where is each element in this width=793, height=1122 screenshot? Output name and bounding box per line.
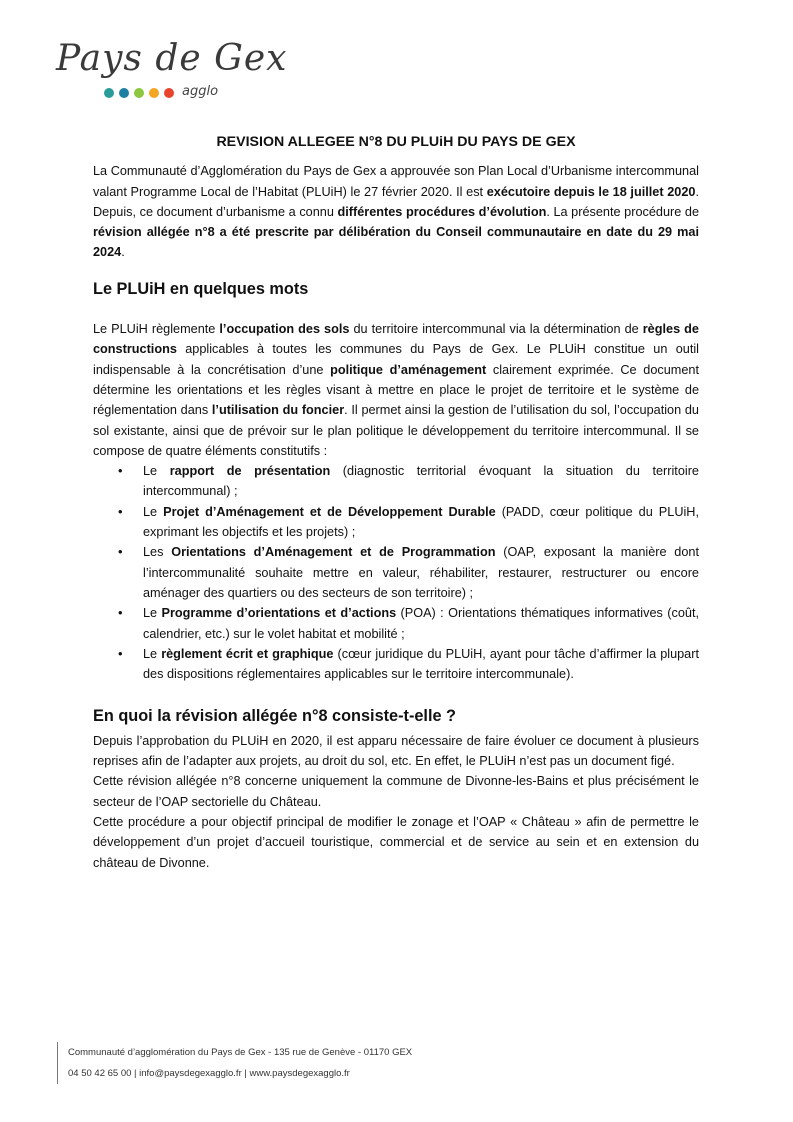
footer-contact: 04 50 42 65 00 | info@paysdegexagglo.fr | www.paysdegexagglo.fr xyxy=(68,1068,350,1079)
logo-dots xyxy=(104,88,174,98)
text-run: (cœur juridique du PLUiH, ayant pour tâche d’affirmer la plupart des dispositions réglementaires applicables sur le territoire intercommunale). xyxy=(143,646,699,682)
text-run: . xyxy=(121,245,125,260)
bold-text: politique d’aménagement xyxy=(330,362,487,377)
text-run: . La présente procédure de xyxy=(546,204,700,219)
text-run: (PADD, cœur politique du PLUiH, exprimant les objectifs et les projets) ; xyxy=(143,504,699,540)
bold-text: l’occupation des sols xyxy=(219,322,350,337)
logo-dot xyxy=(119,88,129,98)
text-run: (diagnostic territorial évoquant la situation du territoire intercommunal) ; xyxy=(143,464,699,499)
section-heading-pluih: Le PLUiH en quelques mots xyxy=(93,279,309,298)
text-run: du territoire intercommunal via la détermination de xyxy=(349,322,643,337)
pluih-paragraph xyxy=(93,319,699,461)
text-run: (OAP, exposant la manière dont l’intercommunalité souhaite mettre en valeur, réhabiliter, restaurer, restructurer ou encore aménager des quartiers ou des secteurs de son territoire) ; xyxy=(143,545,700,600)
text-run: Le xyxy=(143,606,162,621)
bold-text: exécutoire depuis le 18 juillet 2020 xyxy=(486,184,696,199)
section-heading-revision: En quoi la révision allégée n°8 consiste-t-elle ? xyxy=(93,707,456,726)
elements-list xyxy=(93,461,699,684)
logo-dot xyxy=(164,88,174,98)
text-run: Le PLUiH règlemente xyxy=(93,322,220,337)
list-item xyxy=(143,461,699,502)
bold-text: règlement écrit et graphique xyxy=(161,646,334,661)
list-item xyxy=(143,603,699,644)
text-run: clairement exprimée. Ce document détermine les orientations et les règles visant à mettre en place le projet de territoire et le système de réglementation dans xyxy=(93,362,699,418)
text-run: Le xyxy=(143,504,164,519)
bold-text: Programme d’orientations et d’actions xyxy=(161,606,397,621)
revision-paragraph: Cette révision allégée n°8 concerne uniquement la commune de Divonne-les-Bains et plus précisément le secteur de l’OAP sectorielle du Château. xyxy=(93,774,699,809)
text-run: Le xyxy=(143,646,162,661)
revision-paragraph: Depuis l’approbation du PLUiH en 2020, il est apparu nécessaire de faire évoluer ce document à plusieurs reprises afin de l’adapter aux projets, au droit du sol, etc. En effet, le PLUiH n’est pas un document figé. xyxy=(93,733,699,769)
bold-text: l’utilisation du foncier xyxy=(211,403,345,418)
text-run: Les xyxy=(143,545,172,560)
bold-text: différentes procédures d’évolution xyxy=(337,204,547,219)
bold-text: règles de constructions xyxy=(93,322,699,357)
footer xyxy=(57,1042,412,1084)
text-run: Le xyxy=(143,464,170,479)
text-run: . Depuis, ce document d’urbanisme a connu xyxy=(93,184,699,219)
logo xyxy=(56,38,288,108)
logo-dot xyxy=(104,88,114,98)
document-body xyxy=(93,132,699,873)
list-item xyxy=(143,542,699,603)
intro-paragraph xyxy=(93,161,699,262)
bold-text: rapport de présentation xyxy=(169,464,331,479)
text-run: La Communauté d’Agglomération du Pays de Gex a approuvée son Plan Local d’Urbanisme intercommunal valant Programme Local de l’Habitat (PLUiH) le 27 février 2020. Il est xyxy=(93,164,699,199)
bold-text: révision allégée n°8 a été prescrite par délibération du Conseil communautaire en date du 29 mai 2024 xyxy=(93,225,699,260)
logo-main-text: Pays de Gex xyxy=(56,38,288,79)
bold-text: Projet d’Aménagement et de Développement Durable xyxy=(163,504,496,519)
logo-dot xyxy=(149,88,159,98)
revision-paragraph: Cette procédure a pour objectif principal de modifier le zonage et l’OAP « Château » afin de permettre le développement d’un projet d’accueil touristique, commercial et de service au sein et en extension du château de Divonne. xyxy=(93,814,699,870)
text-run: . Il permet ainsi la gestion de l’utilisation du sol, l’occupation du sol existante, ainsi que de prévoir sur le plan politique le développement du territoire intercommunal. Il se compose de quatre éléments constitutifs : xyxy=(93,403,699,458)
bold-text: Orientations d’Aménagement et de Programmation xyxy=(171,545,496,560)
logo-sub-text: agglo xyxy=(182,84,219,99)
text-run: applicables à toutes les communes du Pays de Gex. Le PLUiH constitue un outil indispensable à la concrétisation d’une xyxy=(93,342,699,377)
document-title: REVISION ALLEGEE N°8 DU PLUiH DU PAYS DE GEX xyxy=(216,134,576,150)
logo-dot xyxy=(134,88,144,98)
list-item xyxy=(143,502,699,543)
list-item xyxy=(143,644,699,685)
text-run: (POA) : Orientations thématiques informatives (coût, calendrier, etc.) sur le volet habitat et mobilité ; xyxy=(143,606,699,641)
footer-address: Communauté d’agglomération du Pays de Gex - 135 rue de Genève - 01170 GEX xyxy=(68,1047,413,1058)
